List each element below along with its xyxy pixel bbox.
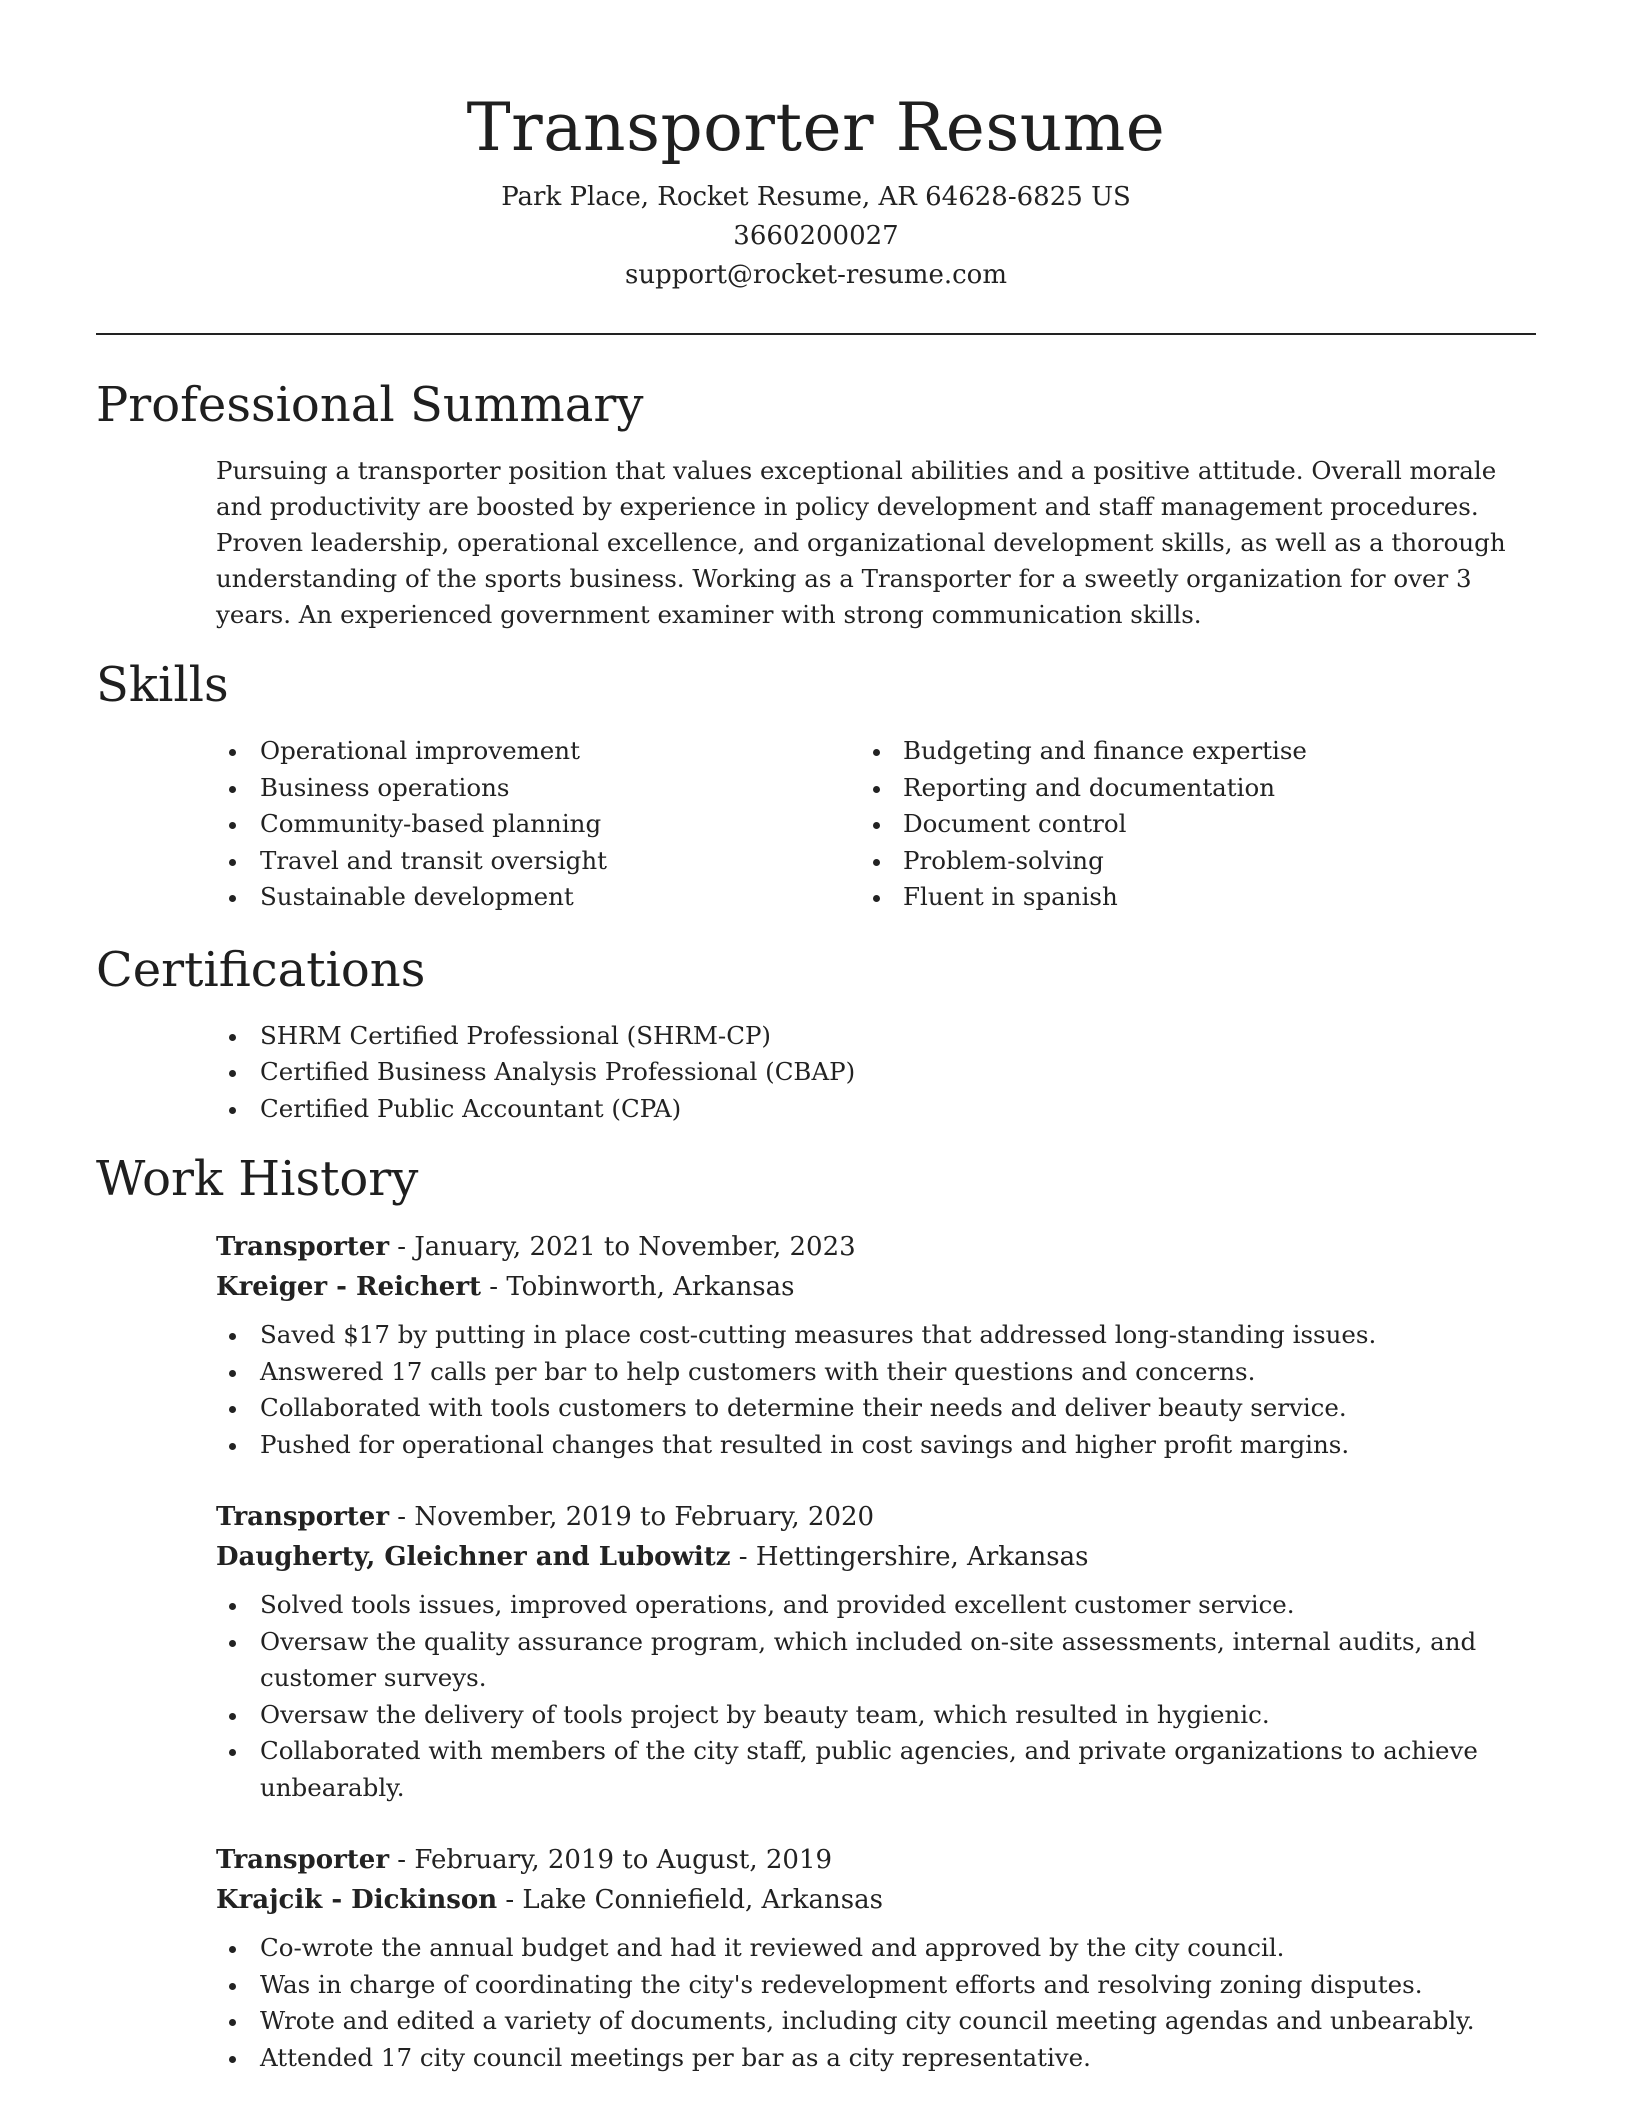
resume-title: Transporter Resume <box>466 89 1166 166</box>
certification-item: Certified Business Analysis Professional (CBAP) <box>96 1054 1536 1091</box>
job-role: Transporter <box>216 1502 390 1532</box>
job-entry <box>96 1497 1536 1806</box>
job-dates: - November, 2019 to February, 2020 <box>389 1502 875 1532</box>
job-entry <box>96 1227 1536 1463</box>
job-company-line <box>216 1267 1536 1307</box>
job-bullet: Co-wrote the annual budget and had it reviewed and approved by the city council. <box>96 1930 1536 1967</box>
certifications-heading: Certifications <box>96 941 426 998</box>
job-bullet: Was in charge of coordinating the city's redevelopment efforts and resolving zoning disputes. <box>96 1967 1536 2004</box>
certifications-list <box>96 1018 1536 1128</box>
job-role: Transporter <box>216 1845 390 1875</box>
job-company: Daugherty, Gleichner and Lubowitz <box>216 1542 731 1572</box>
skill-item: Problem-solving <box>746 843 1396 880</box>
job-bullet: Answered 17 calls per bar to help customers with their questions and concerns. <box>96 1354 1536 1391</box>
job-company: Kreiger - Reichert <box>216 1272 482 1302</box>
job-bullet: Oversaw the delivery of tools project by beauty team, which resulted in hygienic. <box>96 1697 1536 1734</box>
job-bullets <box>96 1587 1536 1806</box>
skill-item: Community-based planning <box>96 806 746 843</box>
job-bullet: Collaborated with members of the city staff, public agencies, and private organizations to achieve unbearably. <box>96 1733 1536 1806</box>
job-location: - Lake Conniefield, Arkansas <box>497 1885 883 1915</box>
skills-column-left <box>96 733 746 916</box>
certifications-section <box>96 940 1536 1128</box>
certification-item: SHRM Certified Professional (SHRM-CP) <box>96 1018 1536 1055</box>
job-bullet: Pushed for operational changes that resulted in cost savings and higher profit margins. <box>96 1427 1536 1464</box>
skills-section <box>96 655 1536 916</box>
job-location: - Tobinworth, Arkansas <box>481 1272 795 1302</box>
job-title-line <box>216 1227 1536 1267</box>
contact-address: Park Place, Rocket Resume, AR 64628-6825 US <box>501 182 1131 212</box>
skill-item: Document control <box>746 806 1396 843</box>
skill-item: Budgeting and finance expertise <box>746 733 1396 770</box>
skills-list-right <box>746 733 1396 916</box>
summary-section <box>96 375 1536 633</box>
job-dates: - February, 2019 to August, 2019 <box>389 1845 833 1875</box>
job-dates: - January, 2021 to November, 2023 <box>389 1232 856 1262</box>
job-bullet: Wrote and edited a variety of documents, including city council meeting agendas and unbearably. <box>96 2003 1536 2040</box>
job-bullet: Solved tools issues, improved operations, and provided excellent customer service. <box>96 1587 1536 1624</box>
contact-email: support@rocket-resume.com <box>624 260 1007 290</box>
job-bullet: Attended 17 city council meetings per bar as a city representative. <box>96 2040 1536 2077</box>
job-title-line <box>216 1497 1536 1537</box>
contact-block <box>96 178 1536 295</box>
skill-item: Reporting and documentation <box>746 770 1396 807</box>
job-company: Krajcik - Dickinson <box>216 1885 498 1915</box>
summary-heading: Professional Summary <box>96 377 644 433</box>
skill-item: Fluent in spanish <box>746 879 1396 916</box>
certification-item: Certified Public Accountant (CPA) <box>96 1091 1536 1128</box>
job-bullets <box>96 1930 1536 2076</box>
skill-item: Operational improvement <box>96 733 746 770</box>
contact-phone: 3660200027 <box>733 221 899 251</box>
job-bullet: Saved $17 by putting in place cost-cutting measures that addressed long-standing issues. <box>96 1317 1536 1354</box>
job-location: - Hettingershire, Arkansas <box>730 1542 1089 1572</box>
skills-column-right <box>746 733 1396 916</box>
skill-item: Business operations <box>96 770 746 807</box>
job-bullet: Collaborated with tools customers to determine their needs and deliver beauty service. <box>96 1390 1536 1427</box>
header-divider <box>96 333 1536 335</box>
job-company-line <box>216 1537 1536 1577</box>
summary-text: Pursuing a transporter position that values exceptional abilities and a positive attitude. Overall morale and productivity are boosted by experience in policy development and staff management procedures. Proven leadership, operational excellence, and organizational development skills, as well as a thorough understanding of the sports business. Working as a Transporter for a sweetly organization for over 3 years. An experienced government examiner with strong communication skills. <box>216 456 1506 629</box>
work-history-section <box>96 1149 1536 2076</box>
job-bullet: Oversaw the quality assurance program, which included on-site assessments, internal audits, and customer surveys. <box>96 1624 1536 1697</box>
skill-item: Sustainable development <box>96 879 746 916</box>
skills-heading: Skills <box>96 657 229 713</box>
work-history-heading: Work History <box>96 1151 419 1207</box>
resume-header <box>96 0 1536 335</box>
job-title-line <box>216 1840 1536 1880</box>
skill-item: Travel and transit oversight <box>96 843 746 880</box>
skills-list-left <box>96 733 746 916</box>
job-bullets <box>96 1317 1536 1463</box>
skills-grid <box>96 733 1536 916</box>
job-role: Transporter <box>216 1232 390 1262</box>
job-company-line <box>216 1880 1536 1920</box>
job-entry <box>96 1840 1536 2076</box>
